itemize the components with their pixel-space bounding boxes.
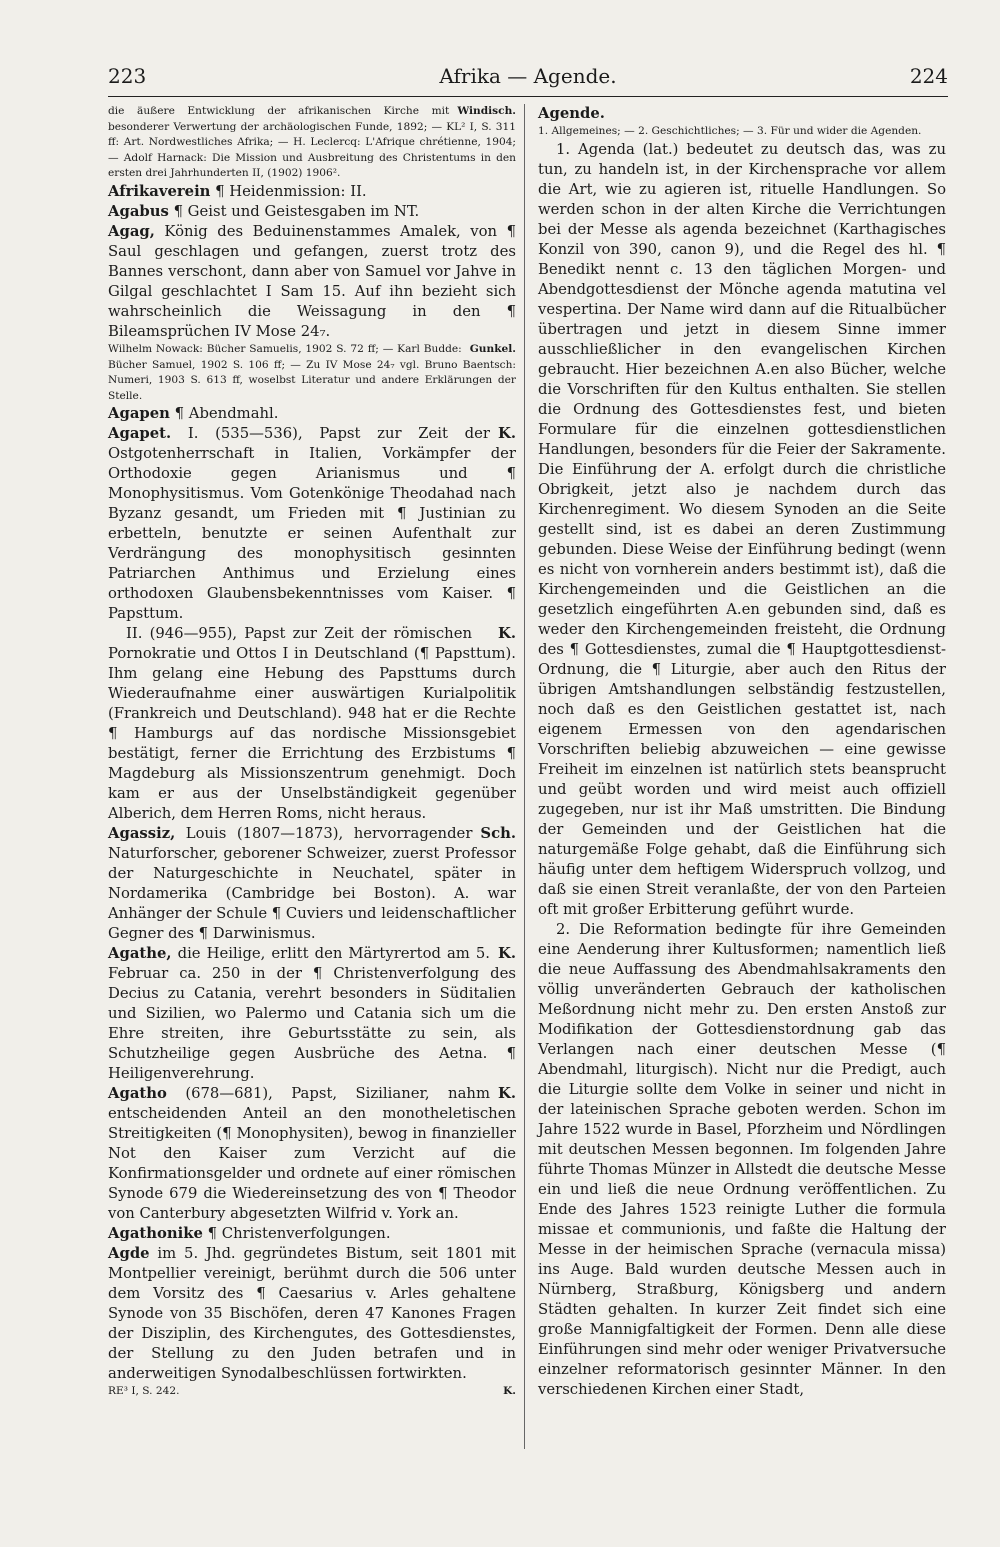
entry-text: 1. Agenda (lat.) bedeutet zu deutsch das, was zu tun, zu handeln ist, in der Kirchensprache vor allem die Art, wie zu agieren ist, rituelle Handlungen. So werden schon in der alten Kirche die Verrichtungen bei der Messe als agenda bezeichnet (Karthagisches Konzil von 390, canon 9), und die Regel des hl. ¶ Benedikt nennt c. 13 den täglichen Morgen- und Abendgottesdienst der Mönche agenda matutina vel vespertina. Der Name wird dann auf die Ritualbücher übertragen und jetzt in diesem Sinne immer ausschließlicher in den evangelischen Kirchen gebraucht. Hier bezeichnen A.en also Bücher, welche die Vorschriften für den Kultus enthalten. Sie stellen die Ordnung des Gottesdienstes fest, und bieten Formulare für die einzelnen gottesdienstlichen Handlungen, besonders für die Feier der Sakramente. Die Einführung der A. erfolgt durch die christliche Obrigkeit, jetzt also je nachdem durch das Kirchenregiment. Wo diesem Synoden an die Seite gestellt sind, ist es dabei an deren Zustimmung gebunden. Diese Weise der Einführung bedingt (wenn es nicht von vornherein anders bestimmt ist), daß die Kirchengemeinden und die Geistlichen an die gesetzlich eingeführten A.en gebunden sind, daß es weder den Kirchengemeinden freisteht, die Ordnung des ¶ Gottesdienstes, zumal die ¶ Hauptgottesdienst-Ordnung, die ¶ Liturgie, aber auch den Ritus der übrigen Amtshandlungen selbständig festzustellen, noch daß es den Geistlichen gestattet ist, nach eigenem Ermessen von den agendarischen Vorschriften beliebig abzuweichen — eine gewisse Freiheit im einzelnen ist natürlich stets beansprucht und geübt worden und wird meist auch offiziell zugegeben, nur ist ihr Maß umstritten. Die Bindung der Gemeinden und der Geistlichen hat die naturgemäße Folge gehabt, daß die Einführung sich häufig unter dem heftigem Widerspruch vollzog, und daß sie einen Streit veranlaßte, der von den Parteien oft mit großer Erbitterung geführt wurde.: [538, 140, 946, 918]
entry-paragraph: [538, 920, 946, 1400]
dictionary-entry: [108, 824, 516, 944]
right-column: [538, 104, 946, 1400]
entry-paragraph: [538, 140, 946, 920]
entry-headword: Agende.: [538, 105, 605, 122]
header-rule: [108, 96, 948, 97]
running-header: [108, 60, 948, 94]
entry-text: Louis (1807—1873), hervorragender Naturforscher, geborener Schweizer, zuerst Professor der Naturgeschichte in Neuchatel, später in Nordamerika (Cambridge bei Boston). A. war Anhänger der Schule ¶ Cuviers und leidenschaftlicher Gegner des ¶ Darwinismus.: [108, 825, 516, 943]
dictionary-entry: [108, 202, 516, 222]
page-number-right: 224: [909, 64, 948, 88]
entry-text: RE³ I, S. 242.: [108, 1385, 180, 1398]
entry-headword: Agabus: [108, 202, 169, 220]
entry-text: die äußere Entwicklung der afrikanischen Kirche mit besonderer Verwertung der archäologischen Funde, 1892; — KL² I, S. 311 ff: Art. Nordwestliches Afrika; — H. Leclercq: L'Afrique chrétienne, 1904; — Adolf Harnack: Die Mission und Ausbreitung des Christentums in den ersten drei Jahrhunderten II, (1902) 1906².: [108, 105, 516, 180]
entry-text: I. (535—536), Papst zur Zeit der Ostgotenherrschaft in Italien, Vorkämpfer der Orthodoxie gegen Arianismus und ¶ Monophysitismus. Vom Gotenkönige Theodahad nach Byzanz gesandt, um Frieden mit ¶ Justinian zu erbetteln, benutzte er seinen Aufenthalt zur Verdrängung des monophysitisch gesinnten Patriarchen Anthimus und Erzielung eines orthodoxen Glaubensbekenntnisses vom Kaiser. ¶ Papsttum.: [108, 425, 516, 623]
column-divider: [524, 104, 525, 1449]
left-column: [108, 104, 516, 1400]
author-signature: K.: [497, 425, 516, 443]
entry-headword: Afrikaverein: [108, 182, 211, 200]
literature-note: [538, 124, 946, 140]
entry-text: II. (946—955), Papst zur Zeit der römischen Pornokratie und Ottos I in Deutschland (¶ Papsttum). Ihm gelang eine Hebung des Papsttums durch Wiederaufnahme einer auswärtigen Kurialpolitik (Frankreich und Deutschland). 948 hat er die Rechte ¶ Hamburgs auf das nordische Missionsgebiet bestätigt, ferner die Errichtung des Erzbistums ¶ Magdeburg als Missionszentrum genehmigt. Doch kam er aus der Unselbständigkeit gegenüber Alberich, dem Herren Roms, nicht heraus.: [108, 625, 516, 823]
entry-paragraph: [108, 624, 516, 824]
author-signature: Sch.: [480, 825, 516, 843]
dictionary-entry: [108, 1244, 516, 1384]
dictionary-entry: [108, 404, 516, 424]
entry-text: die Heilige, erlitt den Märtyrertod am 5. Februar ca. 250 in der ¶ Christenverfolgung des Decius zu Catania, verehrt besonders in Süditalien und Sizilien, wo Palermo und Catania sich um die Ehre streiten, ihre Geburtsstätte zu sein, als Schutzheilige gegen Ausbrüche des Aetna. ¶ Heiligenverehrung.: [108, 945, 516, 1083]
entry-headword: Agassiz,: [108, 825, 176, 843]
author-signature: K.: [497, 1085, 516, 1103]
entry-headword: Agatho: [108, 1085, 167, 1103]
running-title: Afrika — Agende.: [439, 64, 617, 88]
entry-text: ¶ Abendmahl.: [169, 405, 279, 423]
dictionary-entry: [108, 424, 516, 624]
author-signature: K.: [497, 945, 516, 963]
entry-text: im 5. Jhd. gegründetes Bistum, seit 1801 mit Montpellier vereinigt, berühmt durch die 506 unter dem Vorsitz des ¶ Caesarius v. Arles gehaltene Synode von 35 Bischöfen, deren 47 Kanones Fragen der Disziplin, des Kirchengutes, des Gottesdienstes, der Stellung zu den Juden betrafen und in anderweitigen Synodalbeschlüssen fortwirkten.: [108, 1245, 516, 1383]
dictionary-entry: [108, 222, 516, 342]
dictionary-entry: [108, 182, 516, 202]
entry-text: ¶ Geist und Geistesgaben im NT.: [168, 202, 420, 220]
dictionary-entry: [108, 1224, 516, 1244]
entry-headword: Agathe,: [108, 945, 172, 963]
entry-headword: Agag,: [108, 222, 155, 240]
entry-text: (678—681), Papst, Sizilianer, nahm entscheidenden Anteil an den monotheletischen Streitigkeiten (¶ Monophysiten), bewog in finanzieller Not den Kaiser zum Verzicht auf die Konfirmationsgelder und ordnete auf einer römischen Synode 679 die Wiedereinsetzung des von ¶ Theodor von Canterbury abgesetzten Wilfrid v. York an.: [108, 1085, 516, 1223]
entry-headword: Agathonike: [108, 1225, 203, 1243]
author-signature: Gunkel.: [469, 342, 516, 355]
literature-note: [108, 104, 516, 182]
entry-headword: Agapet.: [108, 425, 172, 443]
literature-note: [108, 1384, 516, 1400]
dictionary-entry: [108, 1084, 516, 1224]
entry-text: ¶ Heidenmission: II.: [210, 182, 367, 200]
author-signature: K.: [503, 1385, 516, 1398]
entry-text: 2. Die Reformation bedingte für ihre Gemeinden eine Aenderung ihrer Kultusformen; namentlich ließ die neue Auffassung des Abendmahlsakraments den völlig unveränderten Gebrauch der katholischen Meßordnung nicht mehr zu. Den ersten Anstoß zur Modifikation der Gottesdienstordnung gab das Verlangen nach einer deutschen Messe (¶ Abendmahl, liturgisch). Nicht nur die Predigt, auch die Liturgie sollte dem Volke in seiner und nicht in der lateinischen Sprache geboten werden. Schon im Jahre 1522 wurde in Basel, Pforzheim und Nördlingen mit deutschen Messen begonnen. Im folgenden Jahre führte Thomas Münzer in Allstedt die deutsche Messe ein und ließ die neue Ordnung veröffentlichen. Zu Ende des Jahres 1523 reinigte Luther die formula missae et communionis, und faßte die Haltung der Messe in der heimischen Sprache (vernacula missa) ins Auge. Bald wurden deutsche Messen auch in Nürnberg, Straßburg, Königsberg und andern Städten gehalten. In kurzer Zeit findet sich eine große Mannigfaltigkeit der Formen. Denn alle diese Einführungen sind mehr oder weniger Privatversuche einzelner reformatorisch gesinnter Männer. In den verschiedenen Kirchen einer Stadt,: [538, 920, 946, 1398]
dictionary-entry: [538, 104, 946, 124]
entry-text: König des Beduinenstammes Amalek, von ¶ Saul geschlagen und gefangen, zuerst trotz des Bannes verschont, dann aber von Samuel vor Jahve in Gilgal geschlachtet I Sam 15. Auf ihn bezieht sich wahrscheinlich die Weissagung in den ¶ Bileamsprüchen IV Mose 24₇.: [108, 222, 516, 340]
author-signature: Windisch.: [457, 105, 516, 117]
entry-text: ¶ Christenverfolgungen.: [202, 1225, 391, 1243]
entry-headword: Agapen: [108, 405, 170, 423]
entry-headword: Agde: [108, 1245, 150, 1263]
author-signature: K.: [497, 625, 516, 643]
page-number-left: 223: [108, 64, 147, 88]
literature-note: [108, 342, 516, 404]
entry-text: Wilhelm Nowack: Bücher Samuelis, 1902 S. 72 ff; — Karl Budde: Bücher Samuel, 1902 S. 106 ff; — Zu IV Mose 24₇ vgl. Bruno Baentsch: Numeri, 1903 S. 613 ff, woselbst Literatur und andere Erklärungen der Stelle.: [108, 342, 516, 402]
dictionary-entry: [108, 944, 516, 1084]
entry-text: 1. Allgemeines; — 2. Geschichtliches; — 3. Für und wider die Agenden.: [538, 125, 922, 137]
